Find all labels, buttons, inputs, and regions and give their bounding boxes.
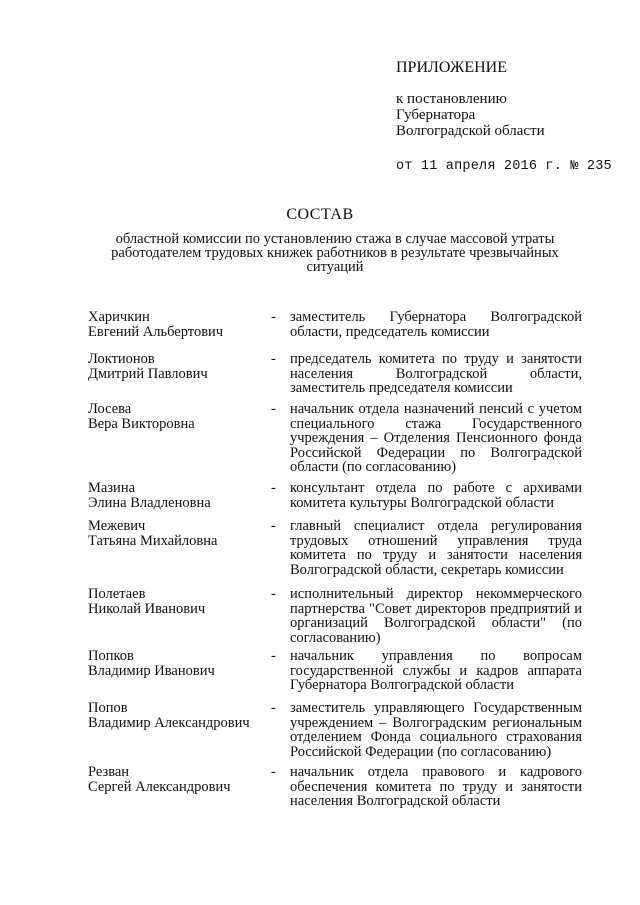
member-dash: -	[271, 351, 276, 367]
member-surname: Полетаев	[88, 586, 146, 602]
member-name	[88, 587, 268, 616]
member-name	[88, 352, 268, 381]
member-dash: -	[271, 700, 276, 716]
member-given-name: Владимир Александрович	[88, 714, 250, 731]
member-role: исполнительный директор некоммерческого партнерства "Совет директоров предприятий и организаций Волгоградской области" (по согласованию)	[290, 586, 582, 646]
member-surname: Межевич	[88, 518, 146, 534]
member-given-name: Сергей Александрович	[88, 778, 231, 795]
member-role: начальник отдела назначений пенсий с учетом специального стажа Государственного учреждения – Отделения Пенсионного фонда Российской Федерации по Волгоградской области (по согласованию)	[290, 401, 582, 475]
member-dash: -	[271, 764, 276, 780]
member-surname: Резван	[88, 764, 130, 780]
member-dash: -	[271, 586, 276, 602]
member-given-name: Николай Иванович	[88, 600, 206, 617]
member-given-name: Вера Викторовна	[88, 415, 195, 432]
member-name	[88, 402, 268, 431]
appendix-title: ПРИЛОЖЕНИЕ	[396, 59, 508, 76]
member-role: заместитель управляющего Государственным учреждением – Волгоградским региональным отделением Фонда социального страхования Российской Федерации (по согласованию)	[290, 700, 582, 760]
member-given-name: Евгений Альбертович	[88, 323, 224, 340]
member-surname: Локтионов	[88, 351, 155, 367]
member-role: заместитель Губернатора Волгоградской области, председатель комиссии	[290, 309, 582, 340]
member-surname: Попков	[88, 648, 134, 664]
member-given-name: Дмитрий Павлович	[88, 365, 208, 382]
member-name	[88, 519, 268, 548]
member-surname: Харичкин	[88, 309, 150, 325]
document-subtitle: областной комиссии по установлению стажа в случае массовой утраты работодателем трудовых книжек работников в результате чрезвычайных ситуаций	[111, 231, 559, 275]
appendix-block	[396, 60, 626, 175]
member-name	[88, 765, 268, 794]
appendix-line: Губернатора	[396, 107, 476, 123]
member-surname: Лосева	[88, 401, 132, 417]
member-surname: Попов	[88, 700, 128, 716]
member-role: начальник отдела правового и кадрового обеспечения комитета по труду и занятости населения Волгоградской области	[290, 764, 582, 809]
member-dash: -	[271, 401, 276, 417]
member-role: председатель комитета по труду и занятости населения Волгоградской области, заместитель председателя комиссии	[290, 351, 582, 396]
member-dash: -	[271, 518, 276, 534]
appendix-date: от 11 апреля 2016 г. № 235	[396, 159, 612, 174]
appendix-line: Волгоградской области	[396, 123, 545, 139]
member-given-name: Владимир Иванович	[88, 662, 215, 679]
appendix-line: к постановлению	[396, 91, 507, 107]
member-dash: -	[271, 309, 276, 325]
member-dash: -	[271, 648, 276, 664]
member-role: консультант отдела по работе с архивами комитета культуры Волгоградской области	[290, 480, 582, 511]
member-name	[88, 481, 268, 510]
member-surname: Мазина	[88, 480, 136, 496]
member-role: главный специалист отдела регулирования трудовых отношений управления труда комитета по труду и занятости населения Волгоградской области, секретарь комиссии	[290, 518, 582, 578]
member-dash: -	[271, 480, 276, 496]
document-title: СОСТАВ	[286, 206, 354, 223]
member-given-name: Татьяна Михайловна	[88, 532, 218, 549]
member-name	[88, 310, 268, 339]
member-given-name: Элина Владленовна	[88, 494, 211, 511]
member-name	[88, 701, 268, 730]
member-name	[88, 649, 268, 678]
member-role: начальник управления по вопросам государственной службы и кадров аппарата Губернатора Волгоградской области	[290, 648, 582, 693]
